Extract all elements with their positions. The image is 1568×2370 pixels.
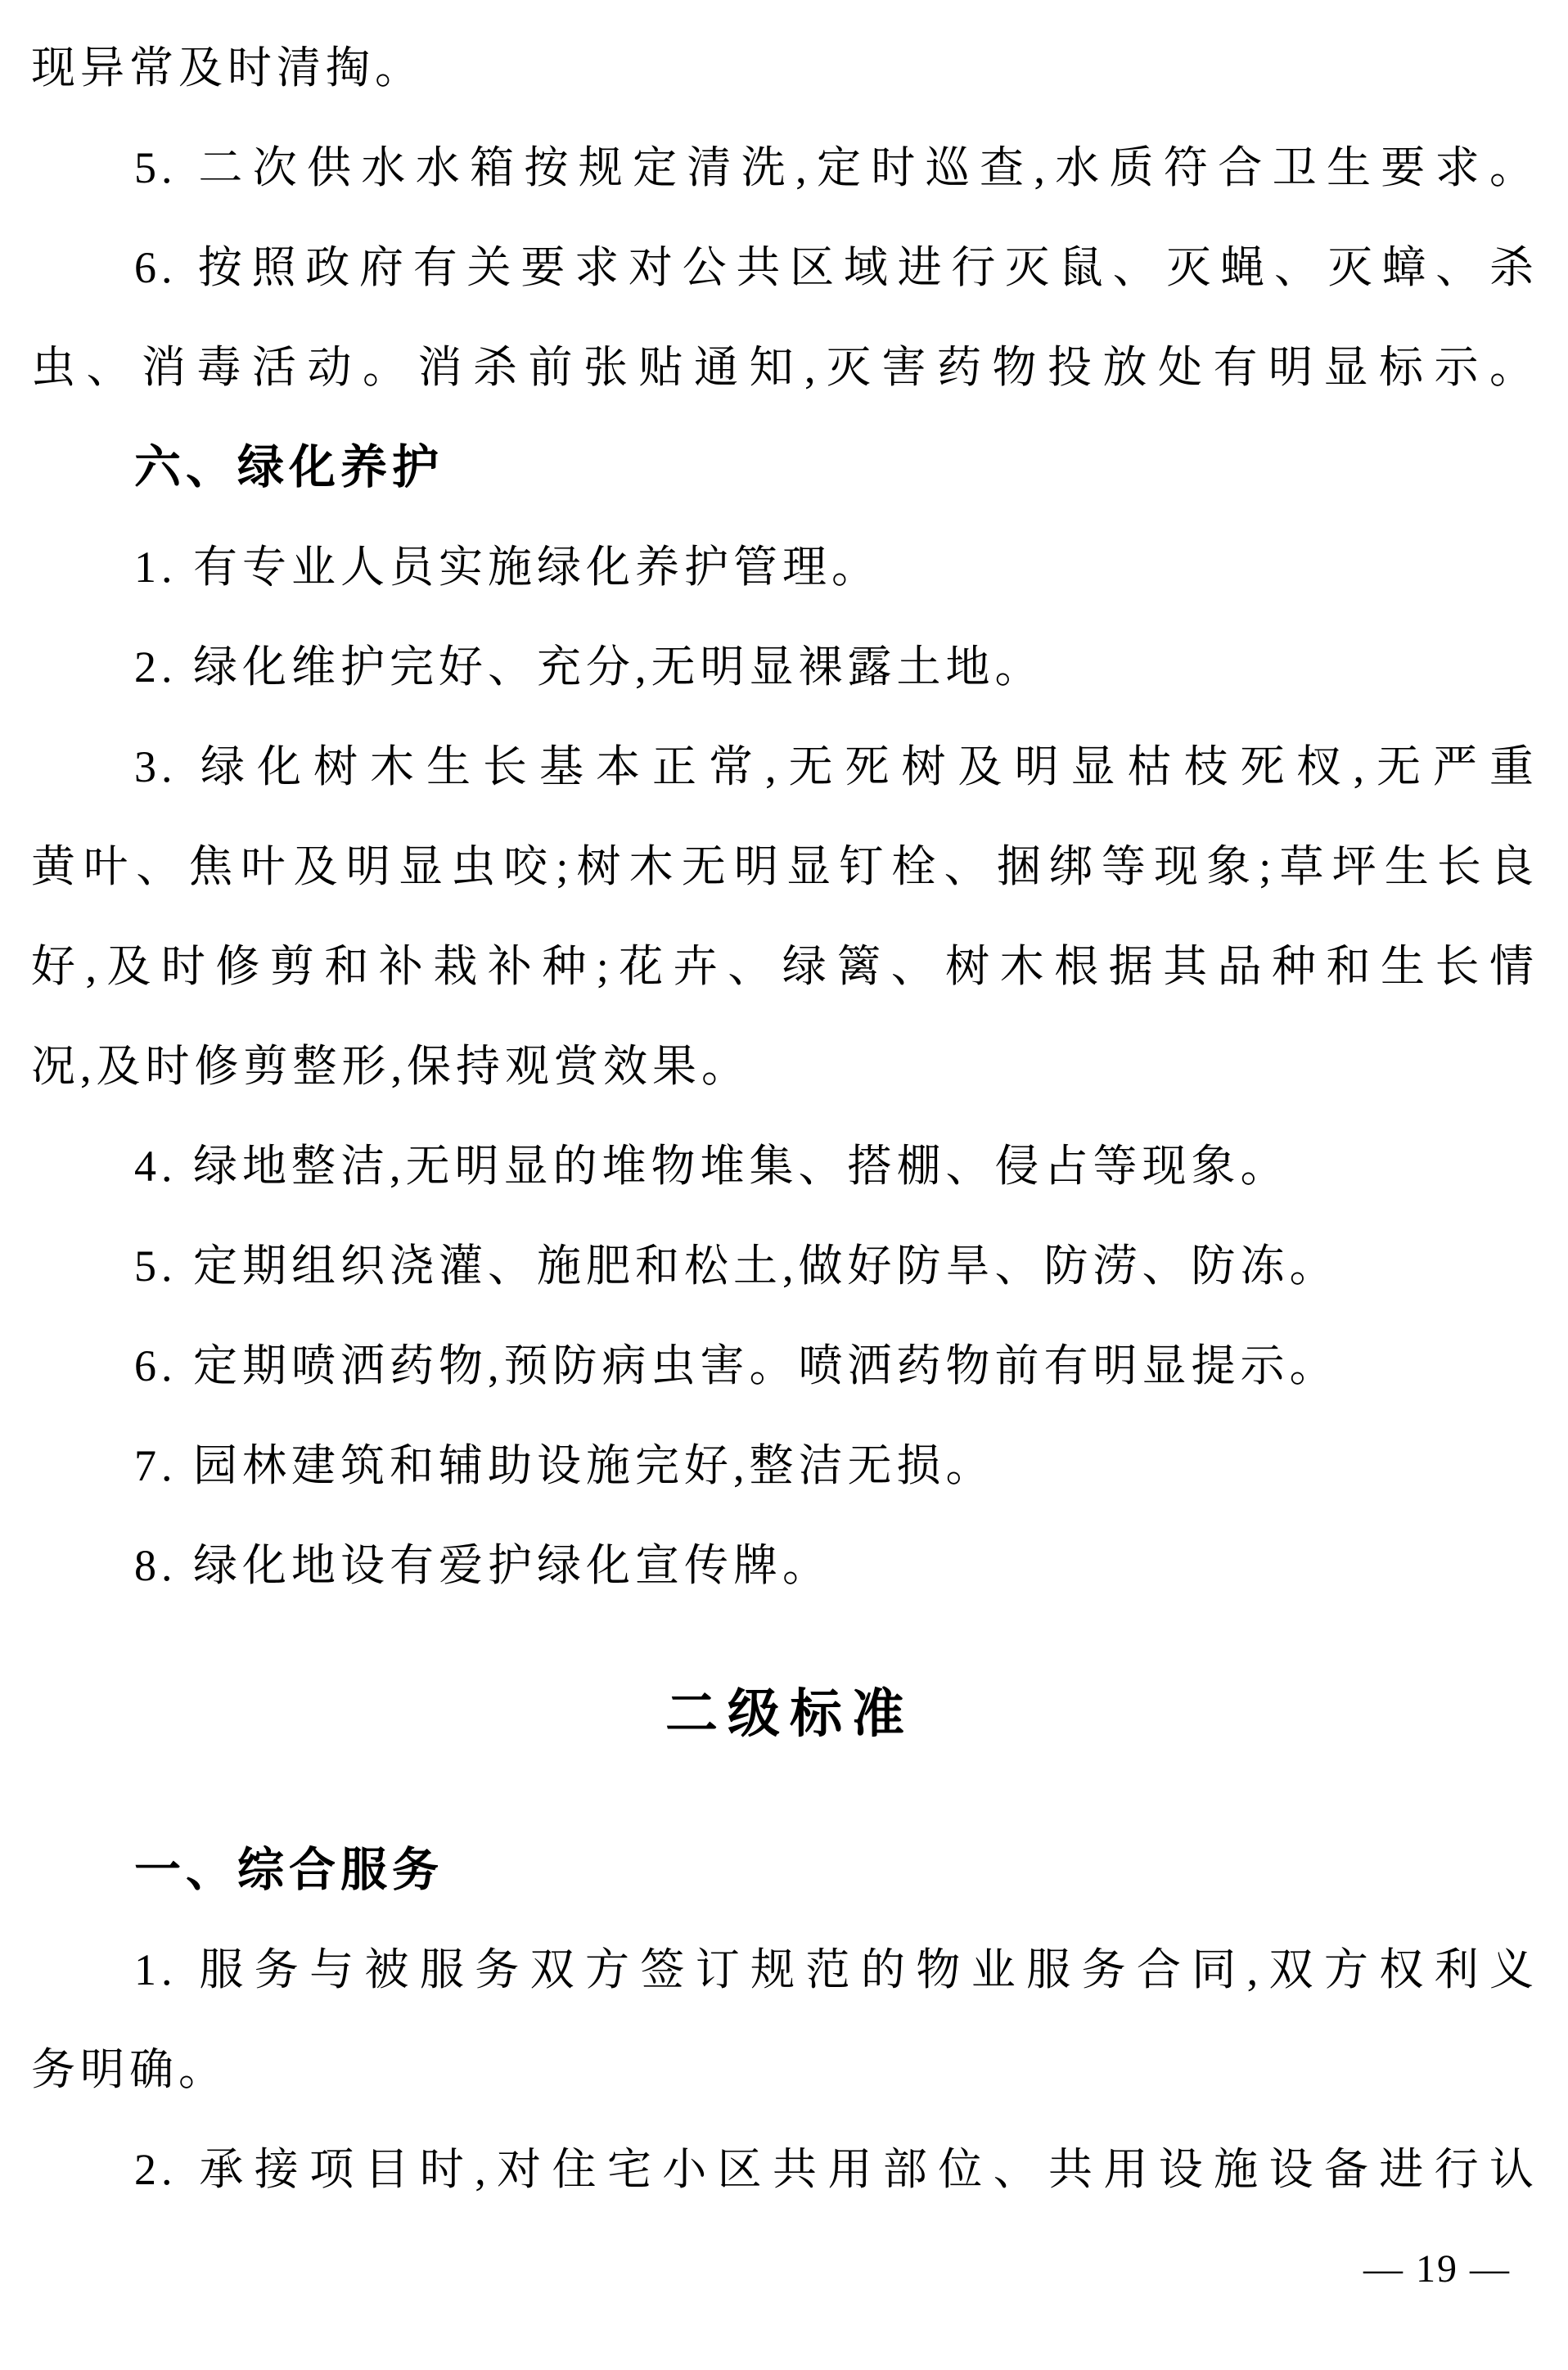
document-text-flow xyxy=(31,18,1539,2219)
body-line: 黄叶、焦叶及明显虫咬;树木无明显钉栓、捆绑等现象;草坪生长良 xyxy=(31,842,1539,891)
body-line: 况,及时修剪整形,保持观赏效果。 xyxy=(31,1042,750,1091)
page-number: — 19 — xyxy=(1363,2247,1511,2291)
body-line: 4. 绿地整洁,无明显的堆物堆集、搭棚、侵占等现象。 xyxy=(134,1142,1290,1191)
body-line: 务明确。 xyxy=(31,2045,228,2094)
body-line: 好,及时修剪和补栽补种;花卉、绿篱、树木根据其品种和生长情 xyxy=(31,942,1539,991)
body-line: 6. 定期喷洒药物,预防病虫害。喷洒药物前有明显提示。 xyxy=(134,1341,1339,1390)
body-line: 3. 绿化树木生长基本正常,无死树及明显枯枝死杈,无严重 xyxy=(134,742,1539,791)
section-heading: 六、绿化养护 xyxy=(134,441,444,493)
body-line: 2. 承接项目时,对住宅小区共用部位、共用设施设备进行认 xyxy=(134,2145,1539,2194)
body-line: 1. 有专业人员实施绿化养护管理。 xyxy=(134,543,881,592)
body-line: 5. 定期组织浇灌、施肥和松土,做好防旱、防涝、防冻。 xyxy=(134,1241,1339,1291)
body-line: 8. 绿化地设有爱护绿化宣传牌。 xyxy=(134,1541,831,1590)
chapter-heading: 二级标准 xyxy=(665,1684,914,1743)
section-heading: 一、综合服务 xyxy=(134,1844,444,1896)
body-line: 5. 二次供水水箱按规定清洗,定时巡查,水质符合卫生要求。 xyxy=(134,143,1539,192)
body-line: 6. 按照政府有关要求对公共区域进行灭鼠、灭蝇、灭蟑、杀 xyxy=(134,243,1539,292)
body-line: 2. 绿化维护完好、充分,无明显裸露土地。 xyxy=(134,642,1044,692)
body-line: 1. 服务与被服务双方签订规范的物业服务合同,双方权利义 xyxy=(134,1945,1539,1994)
body-line: 7. 园林建筑和辅助设施完好,整洁无损。 xyxy=(134,1441,995,1490)
body-line: 现异常及时清掏。 xyxy=(31,43,424,92)
body-line: 虫、消毒活动。消杀前张贴通知,灭害药物投放处有明显标示。 xyxy=(31,343,1539,392)
